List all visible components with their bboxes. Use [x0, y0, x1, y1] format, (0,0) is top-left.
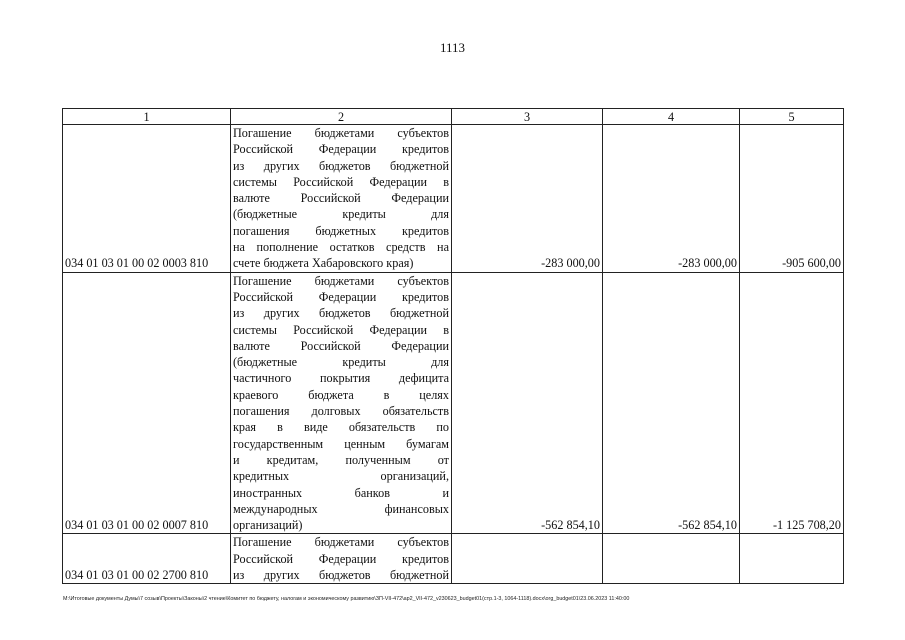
description-cell [231, 272, 452, 534]
description-line: из других бюджетов бюджетной [233, 568, 449, 583]
table-row [63, 534, 844, 584]
description-cell [231, 534, 452, 584]
description-line: Российской Федерации кредитов [233, 289, 449, 304]
table-row [63, 125, 844, 273]
amount-col5-cell: -1 125 708,20 [740, 272, 844, 534]
description-line: краевого бюджета в целях [233, 387, 449, 402]
table-header-row [63, 109, 844, 125]
description-line: Погашение бюджетами субъектов [233, 535, 449, 550]
description-line: и кредитам, полученным от [233, 452, 449, 467]
column-header: 4 [603, 109, 740, 125]
column-header: 2 [231, 109, 452, 125]
table-row [63, 272, 844, 534]
amount-col4-cell: -283 000,00 [603, 125, 740, 273]
amount-col3-cell: -562 854,10 [452, 272, 603, 534]
description-line: валюте Российской Федерации [233, 338, 449, 353]
column-header: 5 [740, 109, 844, 125]
page-number: 1113 [439, 40, 466, 55]
description-line: системы Российской Федерации в [233, 322, 449, 337]
description-line: кредитных организаций, [233, 469, 449, 484]
budget-code-cell: 034 01 03 01 00 02 0003 810 [63, 125, 231, 273]
amount-col3-cell: -283 000,00 [452, 125, 603, 273]
description-line: погашения бюджетных кредитов [233, 223, 449, 238]
description-line: из других бюджетов бюджетной [233, 306, 449, 321]
column-header: 1 [63, 109, 231, 125]
description-line: края в виде обязательств по [233, 420, 449, 435]
description-line: (бюджетные кредиты для [233, 355, 449, 370]
amount-col4-cell: -562 854,10 [603, 272, 740, 534]
amount-col5-cell: -905 600,00 [740, 125, 844, 273]
description-line: иностранных банков и [233, 485, 449, 500]
amount-col4-cell [603, 534, 740, 584]
description-line: (бюджетные кредиты для [233, 207, 449, 222]
description-line: Российской Федерации кредитов [233, 142, 449, 157]
description-line: международных финансовых [233, 501, 449, 516]
footer-file-path: М:\Итоговые документы Думы\7 созыв\Проекты\Законы\2 чтение\Комитет по бюджету, налогам и экономическому развитию\ЗП-VII-472\ap2_VII-472_v230623_budget01(стр.1-3, 1064-1118).docx\org_budget01\23.06.2023 11:40:00 [63, 596, 630, 602]
amount-col5-cell [740, 534, 844, 584]
column-header: 3 [452, 109, 603, 125]
amount-col3-cell [452, 534, 603, 584]
description-line: организаций) [233, 518, 303, 533]
budget-code-cell: 034 01 03 01 00 02 0007 810 [63, 272, 231, 534]
description-line: валюте Российской Федерации [233, 191, 449, 206]
description-line: Погашение бюджетами субъектов [233, 273, 449, 288]
description-line: из других бюджетов бюджетной [233, 158, 449, 173]
budget-table [62, 108, 844, 584]
description-line: счете бюджета Хабаровского края) [233, 256, 414, 271]
description-line: погашения долговых обязательств [233, 404, 449, 419]
description-line: государственным ценным бумагам [233, 436, 449, 451]
description-cell [231, 125, 452, 273]
description-line: Погашение бюджетами субъектов [233, 126, 449, 140]
budget-code-cell: 034 01 03 01 00 02 2700 810 [63, 534, 231, 584]
description-line: на пополнение остатков средств на [233, 240, 449, 255]
description-line: частичного покрытия дефицита [233, 371, 449, 386]
description-line: системы Российской Федерации в [233, 174, 449, 189]
description-line: Российской Федерации кредитов [233, 551, 449, 566]
